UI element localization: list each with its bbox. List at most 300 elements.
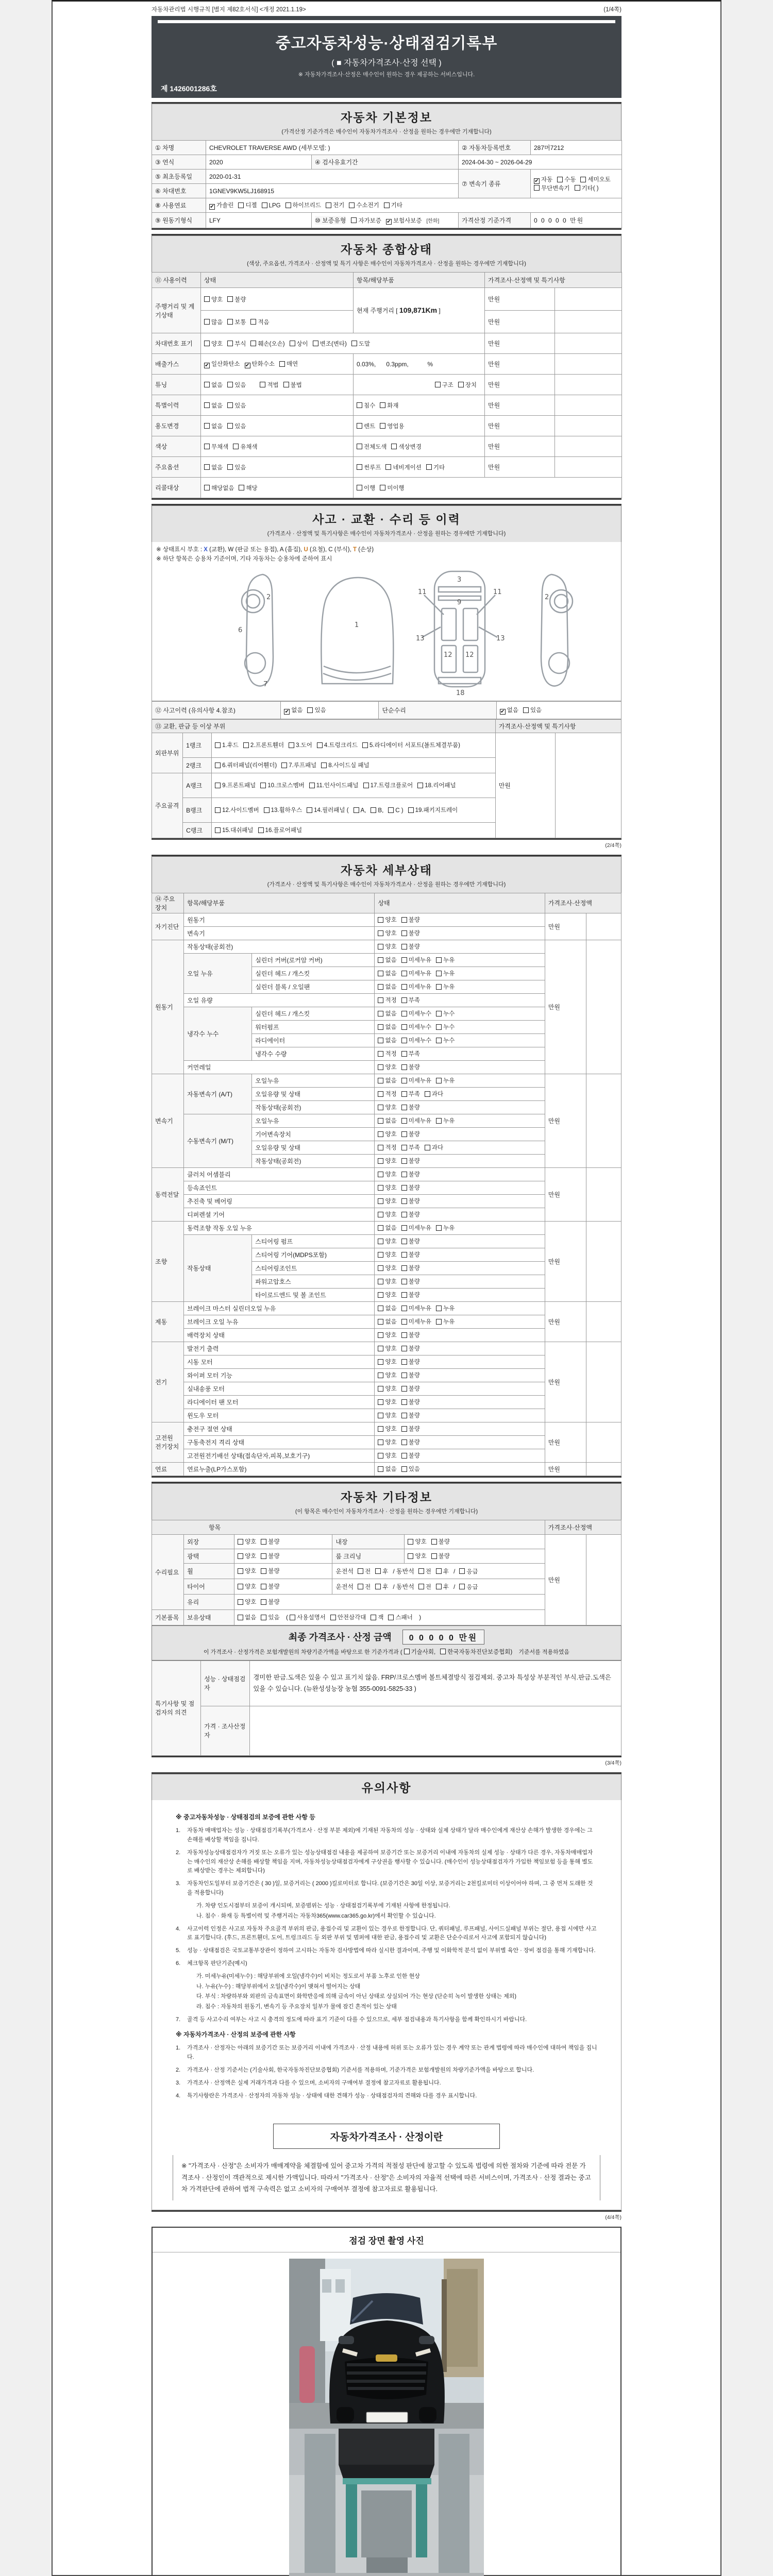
- checkbox-box-icon[interactable]: [239, 485, 244, 490]
- checkbox-전체도색[interactable]: 전체도색: [357, 443, 386, 451]
- checkbox-box-icon[interactable]: [330, 1615, 336, 1620]
- checkbox-과다[interactable]: 과다: [425, 1090, 443, 1098]
- checkbox-box-icon[interactable]: [262, 202, 267, 208]
- checkbox-16.플로어패널[interactable]: 16.플로어패널: [258, 826, 303, 834]
- checkbox-불량[interactable]: 불량: [261, 1537, 279, 1546]
- checkbox-box-icon[interactable]: [378, 1265, 383, 1271]
- checkbox-양호[interactable]: 양호: [378, 1210, 396, 1218]
- checkbox-box-icon[interactable]: [440, 1649, 446, 1654]
- checkbox-자가보증[interactable]: 자가보증: [351, 216, 381, 225]
- checkbox-부족[interactable]: 부족: [401, 996, 420, 1004]
- checkbox-불량[interactable]: 불량: [401, 1331, 420, 1339]
- checkbox-양호[interactable]: 양호: [378, 1157, 396, 1165]
- checkbox-11.인사이드패널[interactable]: 11.인사이드패널: [309, 781, 359, 789]
- checkbox-양호[interactable]: 양호: [378, 916, 396, 924]
- checkbox-box-icon[interactable]: ✔: [210, 204, 214, 210]
- checkbox-5.라디에이터서포트(볼트체결부품)[interactable]: 5.라디에이터 서포트(볼트체결부품): [362, 741, 460, 749]
- checkbox-없음[interactable]: 없음: [378, 982, 396, 991]
- checkbox-box-icon[interactable]: [378, 1105, 383, 1110]
- checkbox-적정[interactable]: 적정: [378, 1143, 396, 1151]
- checkbox-B,[interactable]: B,: [371, 807, 383, 814]
- checkbox-box-icon[interactable]: [215, 827, 221, 833]
- checkbox-양호[interactable]: 양호: [378, 1183, 396, 1192]
- checkbox-양호[interactable]: 양호: [378, 1170, 396, 1178]
- checkbox-box-icon[interactable]: [283, 382, 289, 387]
- checkbox-없음[interactable]: ✔ 없음: [284, 707, 303, 715]
- checkbox-box-icon[interactable]: [264, 807, 270, 813]
- checkbox-후[interactable]: 후: [375, 1583, 388, 1591]
- checkbox-box-icon[interactable]: [378, 1399, 383, 1405]
- checkbox-box-icon[interactable]: [378, 1466, 383, 1472]
- checkbox-box-icon[interactable]: ✔: [500, 708, 505, 715]
- checkbox-있음[interactable]: 있음: [401, 1465, 420, 1473]
- checkbox-box-icon[interactable]: [384, 202, 390, 208]
- checkbox-불량[interactable]: 불량: [401, 1197, 420, 1205]
- checkbox-불량[interactable]: 불량: [401, 1344, 420, 1352]
- checkbox-box-icon[interactable]: [243, 742, 249, 748]
- checkbox-box-icon[interactable]: [227, 464, 233, 470]
- checkbox-box-icon[interactable]: ✔: [245, 362, 250, 368]
- checkbox-전[interactable]: 전: [418, 1567, 431, 1575]
- checkbox-부족[interactable]: 부족: [401, 1090, 420, 1098]
- checkbox-미세누수[interactable]: 미세누수: [401, 1009, 431, 1018]
- checkbox-box-icon[interactable]: [401, 1413, 407, 1418]
- checkbox-box-icon[interactable]: [317, 742, 323, 748]
- checkbox-box-icon[interactable]: [404, 1649, 410, 1654]
- checkbox-box-icon[interactable]: [227, 382, 233, 387]
- checkbox-box-icon[interactable]: [378, 1091, 383, 1097]
- checkbox-box-icon[interactable]: [375, 1584, 381, 1589]
- checkbox-렌트[interactable]: 렌트: [357, 422, 375, 430]
- checkbox-box-icon[interactable]: [401, 1306, 407, 1311]
- checkbox-디젤[interactable]: 디젤: [238, 201, 257, 209]
- checkbox-없음[interactable]: 없음: [378, 1224, 396, 1232]
- checkbox-수소전기[interactable]: 수소전기: [349, 201, 379, 209]
- checkbox-box-icon[interactable]: [401, 1372, 407, 1378]
- checkbox-17.트렁크플로어[interactable]: 17.트렁크플로어: [363, 781, 413, 789]
- checkbox-box-icon[interactable]: [401, 1105, 407, 1110]
- checkbox-box-icon[interactable]: [357, 444, 362, 449]
- checkbox-기타[interactable]: 기타: [426, 463, 445, 471]
- checkbox-화재[interactable]: 화재: [380, 401, 398, 410]
- checkbox-가솔린[interactable]: ✔ 가솔린: [210, 202, 234, 210]
- checkbox-box-icon[interactable]: [557, 177, 563, 182]
- checkbox-box-icon[interactable]: [401, 1091, 407, 1097]
- checkbox-box-icon[interactable]: [289, 742, 294, 748]
- checkbox-누수[interactable]: 누수: [436, 1036, 455, 1044]
- checkbox-box-icon[interactable]: [378, 1212, 383, 1217]
- checkbox-box-icon[interactable]: [238, 1553, 243, 1559]
- checkbox-box-icon[interactable]: [204, 423, 210, 429]
- checkbox-box-icon[interactable]: [425, 1091, 430, 1097]
- checkbox-전[interactable]: 전: [418, 1583, 431, 1591]
- checkbox-box-icon[interactable]: [378, 957, 383, 963]
- checkbox-스패너[interactable]: 스패너: [388, 1613, 412, 1621]
- checkbox-box-icon[interactable]: [380, 485, 385, 490]
- checkbox-box-icon[interactable]: [378, 1051, 383, 1057]
- checkbox-없음[interactable]: 없음: [378, 1465, 396, 1473]
- checkbox-box-icon[interactable]: [378, 1198, 383, 1204]
- checkbox-불량[interactable]: 불량: [401, 1063, 420, 1071]
- checkbox-미세누유[interactable]: 미세누유: [401, 1224, 431, 1232]
- checkbox-미세누유[interactable]: 미세누유: [401, 969, 431, 977]
- checkbox-불량[interactable]: 불량: [401, 1250, 420, 1259]
- checkbox-box-icon[interactable]: [378, 1024, 383, 1030]
- checkbox-14.필러패널([interactable]: 14.필러패널 (: [307, 806, 348, 814]
- checkbox-8.사이드실패널[interactable]: 8.사이드실 패널: [321, 761, 369, 769]
- checkbox-box-icon[interactable]: [378, 1011, 383, 1016]
- checkbox-box-icon[interactable]: [378, 1453, 383, 1459]
- checkbox-양호[interactable]: 양호: [378, 1358, 396, 1366]
- checkbox-해당[interactable]: 해당: [239, 484, 257, 492]
- checkbox-box-icon[interactable]: [378, 997, 383, 1003]
- checkbox-양호[interactable]: 양호: [378, 1411, 396, 1419]
- checkbox-box-icon[interactable]: [401, 1011, 407, 1016]
- checkbox-보통[interactable]: 보통: [227, 318, 246, 326]
- checkbox-box-icon[interactable]: [401, 1024, 407, 1030]
- checkbox-box-icon[interactable]: [215, 783, 221, 788]
- checkbox-부족[interactable]: 부족: [401, 1049, 420, 1058]
- checkbox-box-icon[interactable]: [436, 1011, 442, 1016]
- checkbox-양호[interactable]: 양호: [378, 1103, 396, 1111]
- checkbox-box-icon[interactable]: [378, 971, 383, 976]
- checkbox-안전삼각대[interactable]: 안전삼각대: [330, 1613, 366, 1621]
- checkbox-box-icon[interactable]: [418, 1568, 424, 1574]
- checkbox-box-icon[interactable]: [378, 1158, 383, 1164]
- checkbox-box-icon[interactable]: [436, 1024, 442, 1030]
- checkbox-불량[interactable]: 불량: [261, 1598, 279, 1606]
- checkbox-box-icon[interactable]: [354, 807, 359, 813]
- checkbox-불량[interactable]: 불량: [401, 1103, 420, 1111]
- checkbox-적정[interactable]: 적정: [378, 1049, 396, 1058]
- checkbox-box-icon[interactable]: [378, 944, 383, 950]
- checkbox-box-icon[interactable]: [401, 1359, 407, 1365]
- checkbox-미세누수[interactable]: 미세누수: [401, 1036, 431, 1044]
- checkbox-불량[interactable]: 불량: [431, 1552, 450, 1560]
- checkbox-불량[interactable]: 불량: [401, 1411, 420, 1419]
- checkbox-box-icon[interactable]: [401, 1466, 407, 1472]
- checkbox-기타[interactable]: 기타: [384, 201, 402, 209]
- checkbox-box-icon[interactable]: [227, 423, 233, 429]
- checkbox-box-icon[interactable]: [459, 1584, 465, 1589]
- checkbox-box-icon[interactable]: [378, 1078, 383, 1083]
- checkbox-box-icon[interactable]: [401, 1252, 407, 1258]
- checkbox-양호[interactable]: 양호: [378, 1197, 396, 1205]
- checkbox-적정[interactable]: 적정: [378, 1090, 396, 1098]
- checkbox-후[interactable]: 후: [375, 1567, 388, 1575]
- checkbox-box-icon[interactable]: [378, 1346, 383, 1351]
- checkbox-box-icon[interactable]: [401, 1078, 407, 1083]
- checkbox-box-icon[interactable]: [401, 997, 407, 1003]
- checkbox-box-icon[interactable]: [378, 1145, 383, 1150]
- checkbox-box-icon[interactable]: [436, 1225, 442, 1231]
- checkbox-응급[interactable]: 응급: [459, 1567, 478, 1575]
- checkbox-box-icon[interactable]: [227, 296, 233, 302]
- checkbox-box-icon[interactable]: [204, 402, 210, 408]
- checkbox-영업용[interactable]: 영업용: [380, 422, 404, 430]
- checkbox-box-icon[interactable]: [388, 807, 394, 813]
- checkbox-box-icon[interactable]: [426, 464, 432, 470]
- checkbox-box-icon[interactable]: [279, 361, 285, 367]
- checkbox-box-icon[interactable]: [250, 319, 256, 325]
- checkbox-양호[interactable]: 양호: [238, 1552, 256, 1560]
- checkbox-box-icon[interactable]: [358, 1584, 363, 1589]
- checkbox-기술사회,[interactable]: 기술사회,: [404, 1648, 436, 1656]
- checkbox-불량[interactable]: 불량: [227, 295, 246, 303]
- checkbox-box-icon[interactable]: [309, 783, 315, 788]
- checkbox-미세누유[interactable]: 미세누유: [401, 982, 431, 991]
- checkbox-불량[interactable]: 불량: [261, 1552, 279, 1560]
- checkbox-응급[interactable]: 응급: [459, 1583, 478, 1591]
- checkbox-box-icon[interactable]: [401, 1439, 407, 1445]
- checkbox-box-icon[interactable]: [436, 984, 442, 990]
- checkbox-box-icon[interactable]: [261, 1599, 266, 1605]
- checkbox-탄화수소[interactable]: ✔ 탄화수소: [245, 361, 275, 368]
- checkbox-자동[interactable]: ✔ 자동: [534, 177, 553, 184]
- checkbox-box-icon[interactable]: [378, 1185, 383, 1191]
- checkbox-box-icon[interactable]: [378, 1118, 383, 1124]
- checkbox-18.리어패널[interactable]: 18.리어패널: [417, 781, 456, 789]
- checkbox-box-icon[interactable]: [290, 1615, 295, 1620]
- checkbox-있음[interactable]: 있음: [227, 422, 246, 430]
- checkbox-A,[interactable]: A,: [354, 807, 366, 814]
- checkbox-box-icon[interactable]: [378, 1426, 383, 1432]
- checkbox-양호[interactable]: 양호: [238, 1582, 256, 1590]
- checkbox-2.프론트휀더[interactable]: 2.프론트휀더: [243, 741, 284, 749]
- checkbox-box-icon[interactable]: [307, 707, 313, 713]
- checkbox-양호[interactable]: 양호: [204, 340, 223, 348]
- checkbox-미세누유[interactable]: 미세누유: [401, 1304, 431, 1312]
- checkbox-box-icon[interactable]: [401, 1332, 407, 1338]
- checkbox-box-icon[interactable]: [378, 1439, 383, 1445]
- checkbox-box-icon[interactable]: [401, 1118, 407, 1124]
- checkbox-box-icon[interactable]: [436, 1306, 442, 1311]
- checkbox-box-icon[interactable]: [378, 917, 383, 923]
- checkbox-수동[interactable]: 수동: [557, 175, 576, 183]
- checkbox-불량[interactable]: 불량: [401, 1358, 420, 1366]
- checkbox-있음[interactable]: 있음: [307, 706, 326, 714]
- checkbox-box-icon[interactable]: [238, 1599, 243, 1605]
- checkbox-적정[interactable]: 적정: [378, 996, 396, 1004]
- checkbox-누유[interactable]: 누유: [436, 1116, 455, 1125]
- checkbox-box-icon[interactable]: [238, 202, 244, 208]
- checkbox-box-icon[interactable]: [380, 402, 385, 408]
- checkbox-없음[interactable]: 없음: [378, 956, 396, 964]
- checkbox-도말[interactable]: 도말: [351, 340, 370, 348]
- checkbox-양호[interactable]: 양호: [408, 1537, 426, 1546]
- checkbox-box-icon[interactable]: [290, 341, 295, 346]
- checkbox-누유[interactable]: 누유: [436, 1304, 455, 1312]
- checkbox-불량[interactable]: 불량: [401, 942, 420, 951]
- checkbox-box-icon[interactable]: [281, 762, 287, 768]
- checkbox-이행[interactable]: 이행: [357, 484, 375, 492]
- checkbox-box-icon[interactable]: [204, 485, 210, 490]
- checkbox-1.후드[interactable]: 1.후드: [215, 741, 239, 749]
- checkbox-box-icon[interactable]: [378, 1319, 383, 1325]
- checkbox-box-icon[interactable]: [204, 296, 210, 302]
- checkbox-box-icon[interactable]: [378, 1386, 383, 1392]
- checkbox-box-icon[interactable]: [378, 1372, 383, 1378]
- checkbox-있음[interactable]: 있음: [227, 381, 246, 389]
- checkbox-box-icon[interactable]: [215, 742, 221, 748]
- checkbox-양호[interactable]: 양호: [378, 1331, 396, 1339]
- checkbox-box-icon[interactable]: [358, 1568, 363, 1574]
- checkbox-과다[interactable]: 과다: [425, 1143, 443, 1151]
- checkbox-15.대쉬패널[interactable]: 15.대쉬패널: [215, 826, 253, 834]
- checkbox-불량[interactable]: 불량: [401, 1291, 420, 1299]
- checkbox-box-icon[interactable]: [378, 1359, 383, 1365]
- checkbox-없음[interactable]: 없음: [204, 422, 223, 430]
- checkbox-불량[interactable]: 불량: [401, 1210, 420, 1218]
- checkbox-box-icon[interactable]: [378, 1413, 383, 1418]
- checkbox-box-icon[interactable]: [431, 1553, 437, 1559]
- checkbox-부식[interactable]: 부식: [227, 340, 246, 348]
- checkbox-불량[interactable]: 불량: [401, 929, 420, 937]
- checkbox-box-icon[interactable]: [357, 485, 362, 490]
- checkbox-box-icon[interactable]: [435, 382, 441, 387]
- checkbox-사용설명서[interactable]: 사용설명서: [290, 1613, 326, 1621]
- checkbox-누유[interactable]: 누유: [436, 956, 455, 964]
- checkbox-box-icon[interactable]: [375, 1568, 381, 1574]
- checkbox-구조[interactable]: 구조: [435, 381, 453, 389]
- checkbox-불량[interactable]: 불량: [261, 1582, 279, 1590]
- checkbox-미세누유[interactable]: 미세누유: [401, 1076, 431, 1084]
- checkbox-없음[interactable]: 없음: [378, 1009, 396, 1018]
- checkbox-누유[interactable]: 누유: [436, 1317, 455, 1326]
- checkbox-box-icon[interactable]: [307, 807, 312, 813]
- checkbox-box-icon[interactable]: [401, 1453, 407, 1459]
- checkbox-box-icon[interactable]: [418, 1584, 424, 1589]
- checkbox-불량[interactable]: 불량: [401, 1237, 420, 1245]
- checkbox-많음[interactable]: 많음: [204, 318, 223, 326]
- checkbox-box-icon[interactable]: [378, 1172, 383, 1177]
- checkbox-양호[interactable]: 양호: [378, 1237, 396, 1245]
- checkbox-box-icon[interactable]: [401, 1212, 407, 1217]
- checkbox-미세누유[interactable]: 미세누유: [401, 1116, 431, 1125]
- checkbox-없음[interactable]: 없음: [378, 969, 396, 977]
- checkbox-있음[interactable]: 있음: [227, 401, 246, 410]
- checkbox-C)[interactable]: C ): [388, 807, 403, 814]
- checkbox-불량[interactable]: 불량: [401, 1371, 420, 1379]
- checkbox-box-icon[interactable]: [523, 707, 529, 713]
- checkbox-매연[interactable]: 매연: [279, 360, 298, 368]
- checkbox-box-icon[interactable]: [204, 464, 210, 470]
- checkbox-없음[interactable]: 없음: [204, 401, 223, 410]
- checkbox-box-icon[interactable]: [351, 341, 357, 346]
- checkbox-box-icon[interactable]: [401, 1239, 407, 1244]
- checkbox-box-icon[interactable]: [321, 762, 327, 768]
- checkbox-양호[interactable]: 양호: [378, 1384, 396, 1393]
- checkbox-box-icon[interactable]: [260, 382, 265, 387]
- checkbox-7.루프패널[interactable]: 7.루프패널: [281, 761, 316, 769]
- checkbox-box-icon[interactable]: [401, 1145, 407, 1150]
- checkbox-box-icon[interactable]: [261, 1615, 266, 1620]
- checkbox-전[interactable]: 전: [358, 1583, 371, 1591]
- checkbox-훼손(오손)[interactable]: 훼손(오손): [250, 340, 284, 348]
- checkbox-3.도어[interactable]: 3.도어: [289, 741, 312, 749]
- checkbox-누유[interactable]: 누유: [436, 1224, 455, 1232]
- checkbox-양호[interactable]: 양호: [204, 295, 223, 303]
- checkbox-불량[interactable]: 불량: [401, 1384, 420, 1393]
- checkbox-미이행[interactable]: 미이행: [380, 484, 404, 492]
- checkbox-box-icon[interactable]: [260, 783, 266, 788]
- checkbox-box-icon[interactable]: [349, 202, 355, 208]
- checkbox-불량[interactable]: 불량: [401, 1264, 420, 1272]
- checkbox-장치[interactable]: 장치: [458, 381, 477, 389]
- checkbox-box-icon[interactable]: [233, 444, 239, 449]
- checkbox-box-icon[interactable]: [401, 1172, 407, 1177]
- checkbox-box-icon[interactable]: [227, 341, 233, 346]
- checkbox-썬루프[interactable]: 썬루프: [357, 463, 381, 471]
- checkbox-box-icon[interactable]: [408, 1539, 413, 1545]
- checkbox-box-icon[interactable]: [401, 1265, 407, 1271]
- checkbox-box-icon[interactable]: [378, 1332, 383, 1338]
- checkbox-네비게이션[interactable]: 네비게이션: [385, 463, 422, 471]
- checkbox-box-icon[interactable]: [436, 1568, 442, 1574]
- checkbox-box-icon[interactable]: [401, 1158, 407, 1164]
- checkbox-불량[interactable]: 불량: [431, 1537, 450, 1546]
- checkbox-양호[interactable]: 양호: [378, 1344, 396, 1352]
- checkbox-세미오토[interactable]: 세미오토: [580, 175, 610, 183]
- checkbox-19.패키지트레이[interactable]: 19.패키지트레이: [408, 806, 458, 814]
- checkbox-미세누유[interactable]: 미세누유: [401, 956, 431, 964]
- checkbox-양호[interactable]: 양호: [378, 929, 396, 937]
- checkbox-누유[interactable]: 누유: [436, 969, 455, 977]
- checkbox-box-icon[interactable]: [401, 1319, 407, 1325]
- checkbox-누수[interactable]: 누수: [436, 1023, 455, 1031]
- checkbox-box-icon[interactable]: [459, 1568, 465, 1574]
- checkbox-box-icon[interactable]: [436, 1038, 442, 1043]
- checkbox-box-icon[interactable]: [436, 971, 442, 976]
- checkbox-box-icon[interactable]: [401, 971, 407, 976]
- checkbox-불량[interactable]: 불량: [401, 1398, 420, 1406]
- checkbox-box-icon[interactable]: [204, 444, 210, 449]
- checkbox-불량[interactable]: 불량: [401, 1157, 420, 1165]
- checkbox-있음[interactable]: 있음: [523, 706, 542, 714]
- checkbox-box-icon[interactable]: [417, 783, 423, 788]
- checkbox-box-icon[interactable]: [215, 762, 221, 768]
- checkbox-불량[interactable]: 불량: [401, 1425, 420, 1433]
- checkbox-box-icon[interactable]: [357, 423, 362, 429]
- checkbox-box-icon[interactable]: [357, 464, 362, 470]
- checkbox-있음[interactable]: 있음: [227, 463, 246, 471]
- checkbox-없음[interactable]: 없음: [378, 1304, 396, 1312]
- checkbox-양호[interactable]: 양호: [238, 1598, 256, 1606]
- checkbox-미세누수[interactable]: 미세누수: [401, 1023, 431, 1031]
- checkbox-box-icon[interactable]: [401, 1198, 407, 1204]
- checkbox-box-icon[interactable]: [378, 1064, 383, 1070]
- checkbox-적음[interactable]: 적음: [250, 318, 269, 326]
- checkbox-box-icon[interactable]: [408, 807, 414, 813]
- checkbox-box-icon[interactable]: [401, 1131, 407, 1137]
- checkbox-box-icon[interactable]: ✔: [386, 219, 391, 225]
- checkbox-양호[interactable]: 양호: [378, 1250, 396, 1259]
- checkbox-box-icon[interactable]: ✔: [534, 178, 539, 184]
- checkbox-미세누유[interactable]: 미세누유: [401, 1317, 431, 1326]
- checkbox-불량[interactable]: 불량: [401, 1277, 420, 1285]
- checkbox-box-icon[interactable]: [261, 1568, 266, 1574]
- checkbox-잭[interactable]: 잭: [371, 1613, 383, 1621]
- checkbox-box-icon[interactable]: [238, 1615, 243, 1620]
- checkbox-box-icon[interactable]: [238, 1584, 243, 1589]
- checkbox-없음[interactable]: 없음: [204, 463, 223, 471]
- checkbox-box-icon[interactable]: [401, 1399, 407, 1405]
- checkbox-box-icon[interactable]: [378, 984, 383, 990]
- checkbox-색상변경[interactable]: 색상변경: [391, 443, 421, 451]
- checkbox-box-icon[interactable]: [215, 807, 221, 813]
- checkbox-box-icon[interactable]: [238, 1539, 243, 1545]
- checkbox-불량[interactable]: 불량: [401, 1183, 420, 1192]
